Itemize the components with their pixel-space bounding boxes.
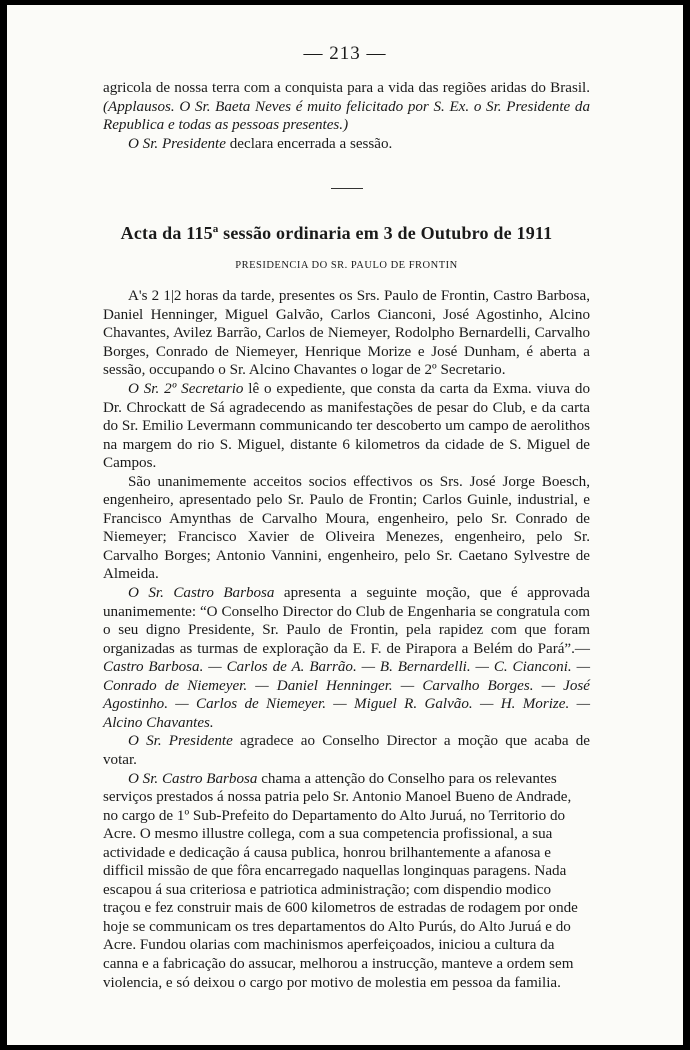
paragraph-attendance: A's 2 1|2 horas da tarde, presentes os Srs. Paulo de Frontin, Castro Barbosa, Daniel Henninger, Miguel Galvão, Carlos Cianconi, José Agostinho, Alcino Chavantes, Avilez Barrão, Carlos de Niemeyer, Rodolpho Bernardelli, Carvalho Borges, Conrado de Niemeyer, Henrique Morize e José Dunham, é aberta a sessão, occupando o Sr. Alcino Chavantes o logar de 2º Secretario. bbox=[103, 288, 590, 379]
motion-text: apresenta a seguinte moção, que é approvada unanimemente: “O Conselho Director do Club de Engenharia se congratula com o seu digno Presidente, Sr. Paulo de Frontin, pela rapidez com que foram organizadas as turmas de exploração da E. F. de Pirapora a Belém do Pará”.— bbox=[103, 585, 590, 657]
paragraph-motion bbox=[103, 584, 590, 732]
services-speaker: O Sr. Castro Barbosa bbox=[128, 770, 258, 787]
services-text: chama a attenção do Conselho para os relevantes serviços prestados á nossa patria pelo Sr. Antonio Manoel Bueno de Andrade, no cargo de 1º Sub-Prefeito do Departamento do Alto Juruá, no Territorio do Acre. O mesmo illustre collega, com a sua competencia profissional, a sua actividade e dedicação á causa publica, honrou brilhantemente a afanosa e difficil missão de que fôra encarregado naquellas longinquas paragens. Nada escapou á sua criteriosa e patriotica administração; com dispendio modico traçou e fez construir mais de 600 kilometros de estradas de rodagem por onde hoje se communicam os tres departamentos do Alto Purús, do Alto Juruá e do Acre. Fundou olarias com machinismos aperfeiçoados, iniciou a cultura da canna e a fabricação do assucar, melhorou a instrucção, manteve a ordem sem violencia, e só deixou o cargo por motivo de molestia em pessoa da familia. bbox=[103, 770, 578, 991]
expediente-text: lê o expediente, que consta da carta da Exma. viuva do Dr. Chrockatt de Sá agradecendo as manifestações de pesar do Club, e da carta do Sr. Emilio Levermann communicando ter descoberto um campo de aerolithos na margem do rio S. Miguel, distante 6 kilometros da cidade de S. Miguel de Campos. bbox=[103, 381, 590, 472]
intro-text: agricola de nossa terra com a conquista para a vida das regiões aridas do Brasil. bbox=[103, 80, 590, 96]
motion-speaker: O Sr. Castro Barbosa bbox=[128, 585, 275, 602]
document-page bbox=[7, 5, 683, 1045]
motion-signatures: Castro Barbosa. — Carlos de A. Barrão. — B. Bernardelli. — C. Cianconi. — Conrado de Niemeyer. — Daniel Henninger. — Carvalho Borges. — José Agostinho. — Carlos de Niemeyer. — Miguel R. Galvão. — H. Morize. — Alcino Chavantes. bbox=[103, 659, 590, 731]
thanks-speaker: O Sr. Presidente bbox=[128, 733, 233, 750]
body-text bbox=[103, 79, 590, 992]
page-number: — 213 — bbox=[303, 43, 387, 64]
paragraph-new-members: São unanimemente acceitos socios effectivos os Srs. José Jorge Boesch, engenheiro, apresentado pelo Sr. Paulo de Frontin; Carlos Guinle, industrial, e Francisco Amynthas de Carvalho Moura, engenheiro, pelo Sr. Conrado de Niemeyer; Francisco Xavier de Oliveira Menezes, engenheiro, pelo Sr. Carvalho Borges; Antonio Vannini, engenheiro, pelo Sr. Caetano Sylvestre de Almeida. bbox=[103, 473, 590, 583]
paragraph-thanks bbox=[103, 732, 590, 769]
paragraph-expediente bbox=[103, 380, 590, 473]
intro-applause: (Applausos. O Sr. Baeta Neves é muito felicitado por S. Ex. o Sr. Presidente da Republica e todas as pessoas presentes.) bbox=[103, 98, 590, 134]
closing-paragraph bbox=[103, 135, 590, 154]
intro-paragraph bbox=[103, 79, 590, 135]
paragraph-services bbox=[103, 770, 590, 993]
closing-text: declara encerrada a sessão. bbox=[225, 135, 393, 152]
section-divider bbox=[331, 188, 363, 189]
expediente-speaker: O Sr. 2º Secretario bbox=[128, 381, 244, 398]
session-title: Acta da 115ª sessão ordinaria em 3 de Outubro de 1911 bbox=[120, 223, 553, 244]
thanks-text: agradece ao Conselho Director a moção que acaba de votar. bbox=[103, 733, 590, 768]
closing-speaker: O Sr. Presidente bbox=[128, 135, 226, 152]
session-subtitle: PRESIDENCIA DO SR. PAULO DE FRONTIN bbox=[235, 259, 458, 271]
